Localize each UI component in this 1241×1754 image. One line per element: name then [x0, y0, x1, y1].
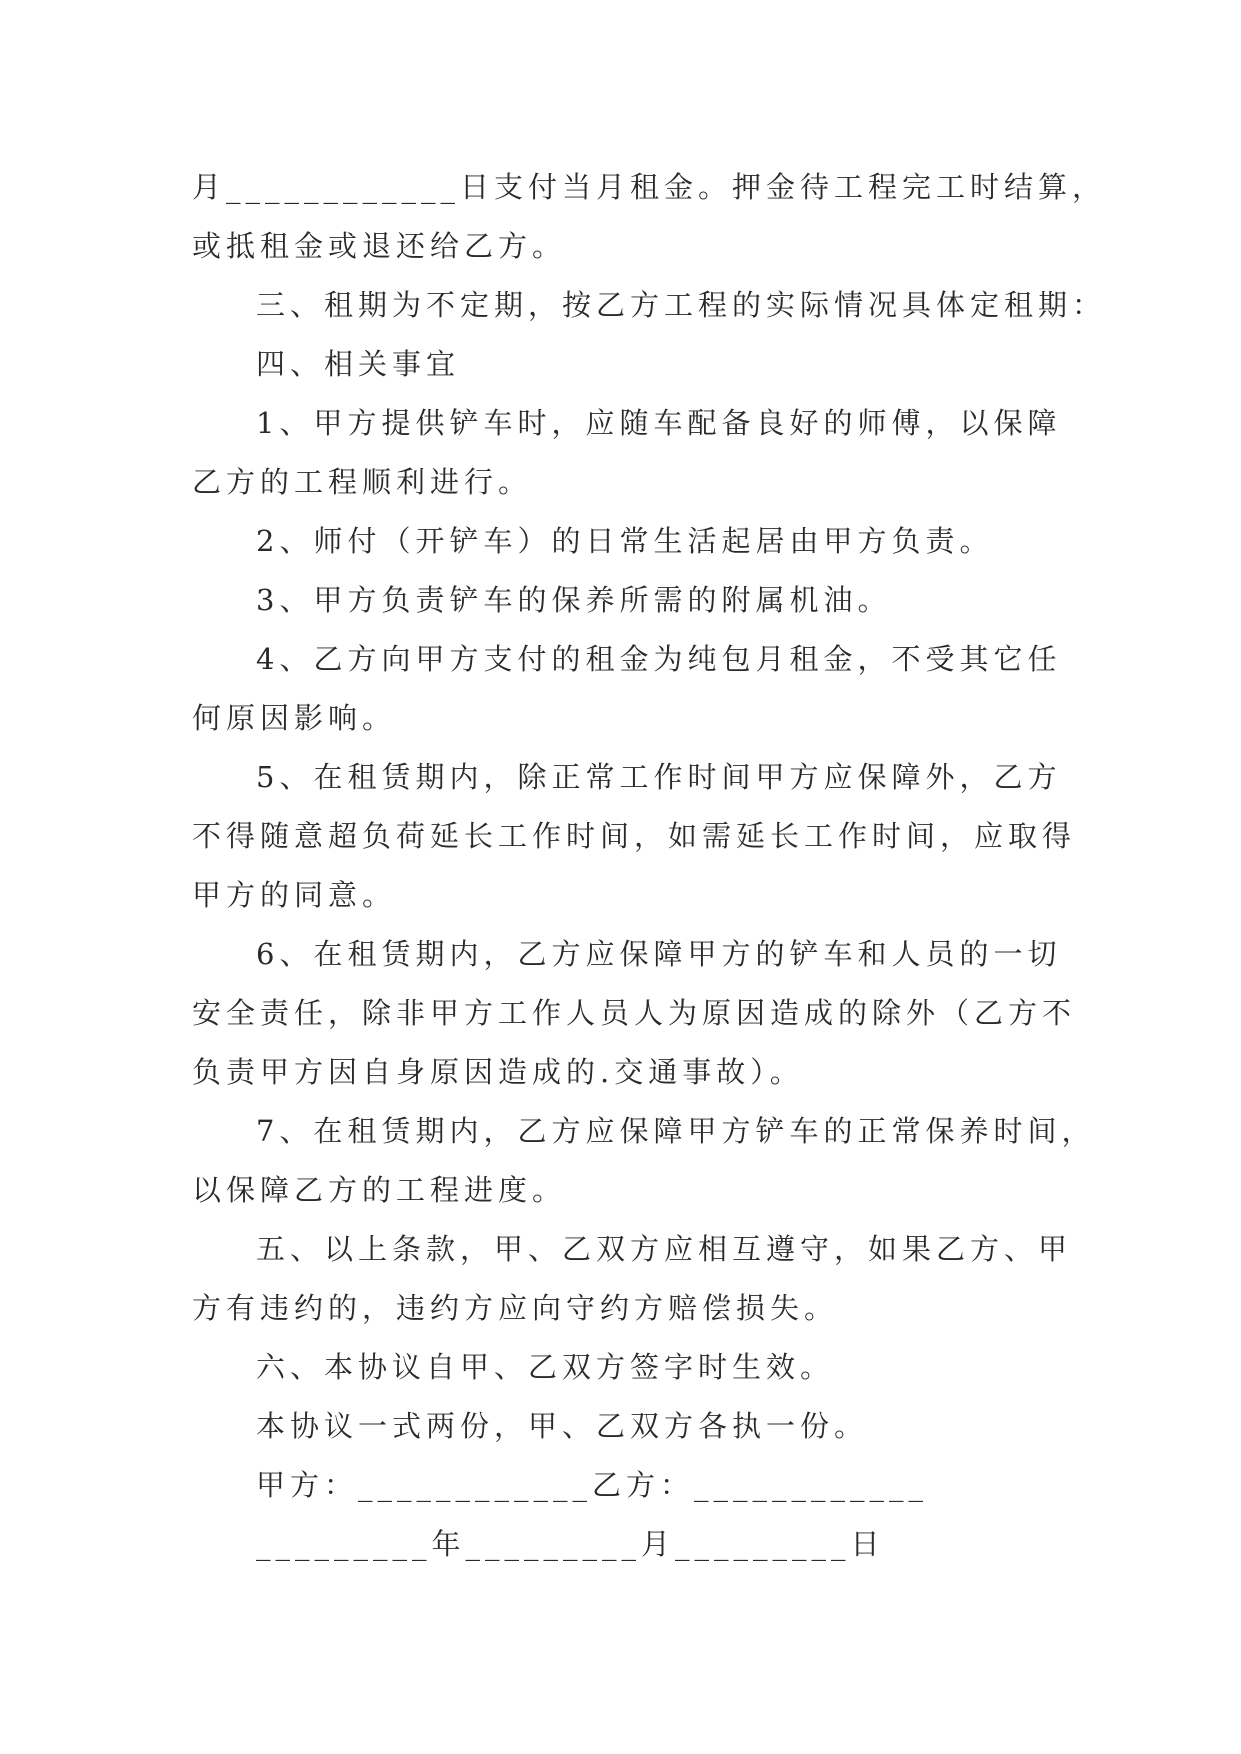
signature-line: 甲方：____________乙方：____________ [256, 1468, 929, 1502]
item-1: 1、甲方提供铲车时，应随车配备良好的师傅，以保障 [256, 406, 1062, 440]
text-line: 或抵租金或退还给乙方。 [192, 229, 567, 263]
text-line: 方有违约的，违约方应向守约方赔偿损失。 [192, 1291, 839, 1325]
contract-body [192, 158, 1107, 1574]
item-7: 7、在租赁期内，乙方应保障甲方铲车的正常保养时间， [256, 1114, 1096, 1148]
text-line: 不得随意超负荷延长工作时间，如需延长工作时间，应取得 [192, 819, 1077, 853]
text-line: 何原因影响。 [192, 701, 397, 735]
text-line: 甲方的同意。 [192, 878, 397, 912]
item-2: 2、师付（开铲车）的日常生活起居由甲方负责。 [256, 524, 994, 558]
item-4: 4、乙方向甲方支付的租金为纯包月租金，不受其它任 [256, 642, 1062, 676]
text-line: 负责甲方因自身原因造成的.交通事故）。 [192, 1055, 804, 1089]
item-6: 6、在租赁期内，乙方应保障甲方的铲车和人员的一切 [256, 937, 1062, 971]
item-5: 5、在租赁期内，除正常工作时间甲方应保障外，乙方 [256, 760, 1062, 794]
date-line: _________年_________月_________日 [256, 1527, 885, 1561]
item-3: 3、甲方负责铲车的保养所需的附属机油。 [256, 583, 892, 617]
text-line: 以保障乙方的工程进度。 [192, 1173, 567, 1207]
copies-note: 本协议一式两份，甲、乙双方各执一份。 [256, 1409, 869, 1443]
clause-three: 三、租期为不定期，按乙方工程的实际情况具体定租期： [256, 288, 1107, 322]
clause-four-heading: 四、相关事宜 [256, 347, 461, 381]
clause-six: 六、本协议自甲、乙双方签字时生效。 [256, 1350, 835, 1384]
text-line: 安全责任，除非甲方工作人员人为原因造成的除外（乙方不 [192, 996, 1077, 1030]
text-line: 乙方的工程顺利进行。 [192, 465, 533, 499]
text-line: 月____________日支付当月租金。押金待工程完工时结算， [192, 170, 1107, 204]
clause-five: 五、以上条款，甲、乙双方应相互遵守，如果乙方、甲 [256, 1232, 1073, 1266]
